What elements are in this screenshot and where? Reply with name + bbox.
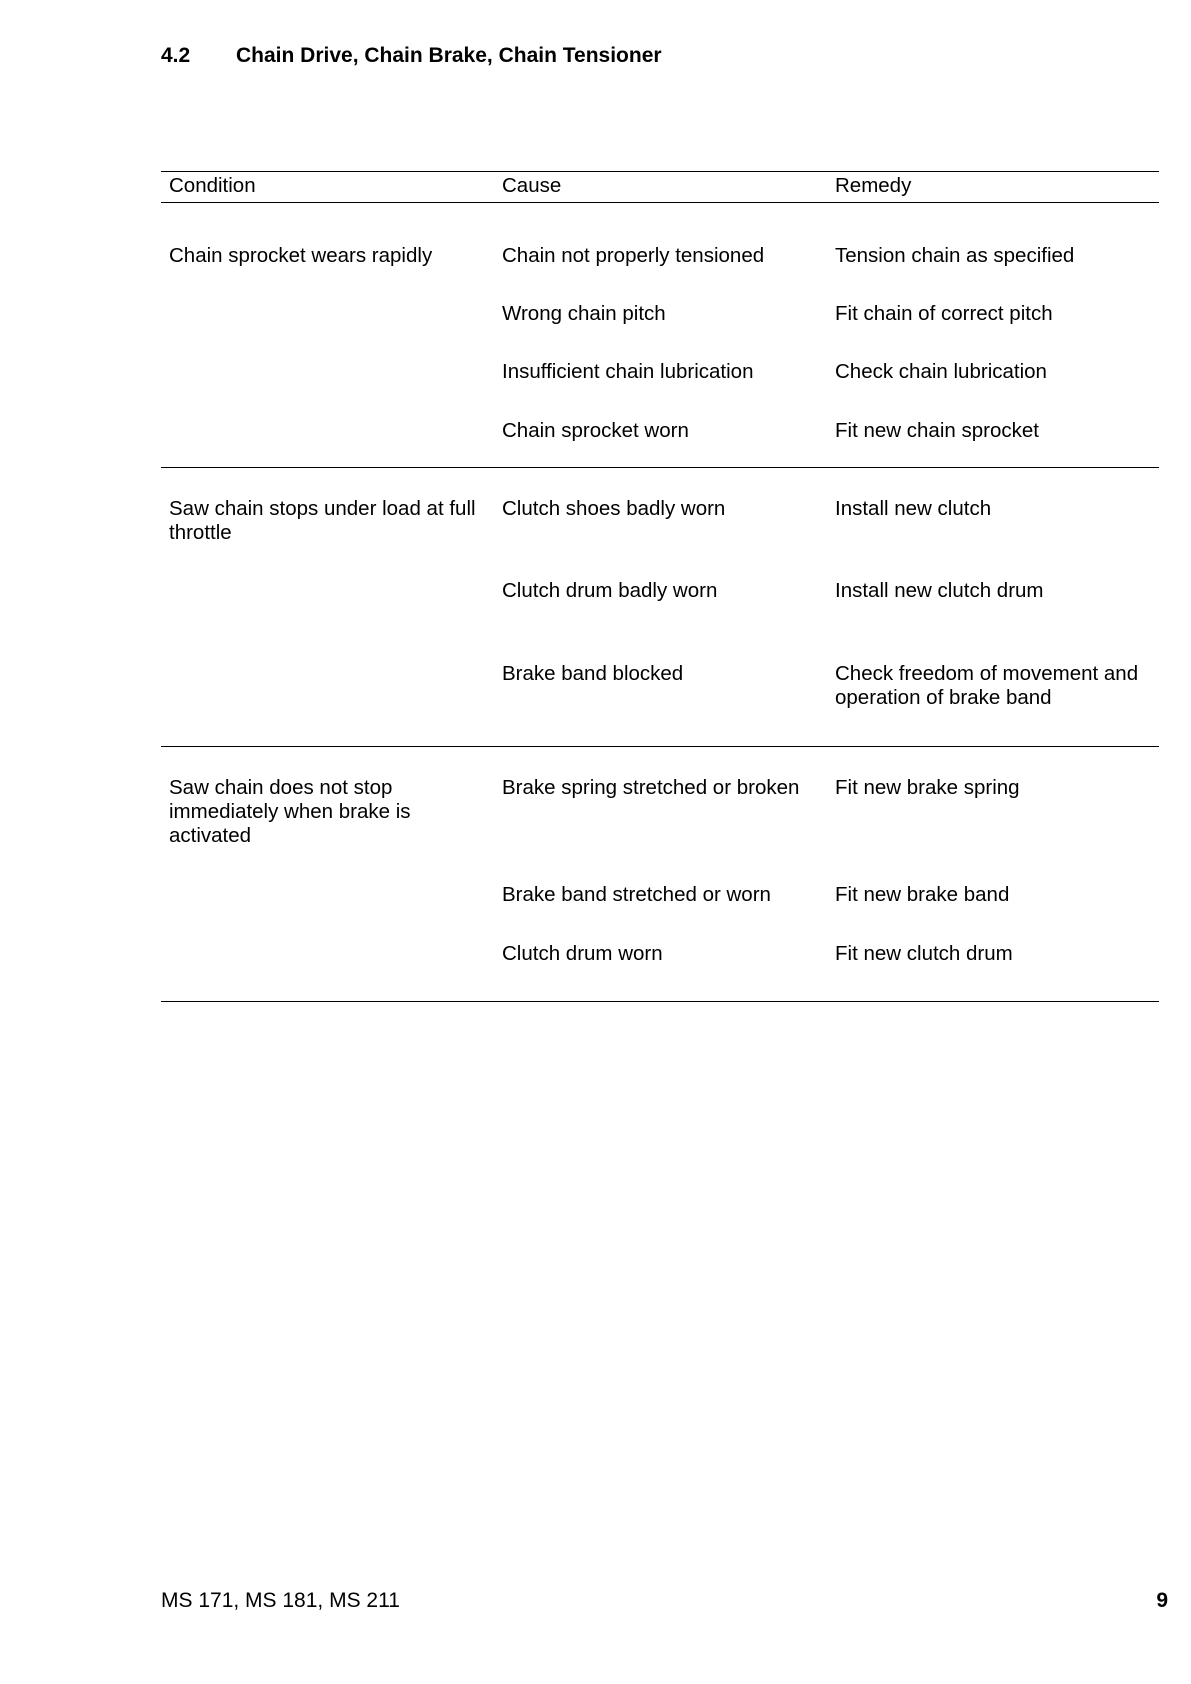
table-group <box>161 468 1159 747</box>
header-cause: Cause <box>502 174 562 197</box>
condition-cell: Saw chain does not stop immediately when brake is activated <box>169 776 411 847</box>
remedy-cell: Install new clutch drum <box>835 579 1044 602</box>
remedy-cell: Fit chain of correct pitch <box>835 302 1053 325</box>
remedy-cell: Install new clutch <box>835 497 992 520</box>
remedy-cell: Tension chain as specified <box>835 244 1075 267</box>
remedy-cell: Fit new clutch drum <box>835 942 1013 965</box>
remedy-cell: Fit new brake band <box>835 883 1010 906</box>
remedy-cell: Fit new brake spring <box>835 776 1020 799</box>
cause-cell: Wrong chain pitch <box>502 302 666 325</box>
cause-cell: Brake band blocked <box>502 662 684 685</box>
header-condition: Condition <box>169 174 256 197</box>
page-number: 9 <box>1156 1589 1168 1612</box>
table-header-row <box>161 171 1159 203</box>
cause-cell: Brake spring stretched or broken <box>502 776 800 799</box>
remedy-cell: Fit new chain sprocket <box>835 419 1039 442</box>
cause-cell: Chain not properly tensioned <box>502 244 765 267</box>
table-group <box>161 747 1159 1002</box>
cause-cell: Clutch shoes badly worn <box>502 497 726 520</box>
cause-cell: Clutch drum badly worn <box>502 579 718 602</box>
footer-models: MS 171, MS 181, MS 211 <box>161 1589 400 1612</box>
condition-cell: Chain sprocket wears rapidly <box>169 244 433 267</box>
cause-cell: Chain sprocket worn <box>502 419 689 442</box>
section-number: 4.2 <box>161 44 191 67</box>
cause-cell: Brake band stretched or worn <box>502 883 771 906</box>
section-title: Chain Drive, Chain Brake, Chain Tensioner <box>236 44 662 67</box>
header-remedy: Remedy <box>835 174 912 197</box>
remedy-cell: Check chain lubrication <box>835 360 1047 383</box>
table-group <box>161 203 1159 468</box>
troubleshooting-table <box>161 171 1159 1002</box>
cause-cell: Clutch drum worn <box>502 942 663 965</box>
cause-cell: Insufficient chain lubrication <box>502 360 754 383</box>
remedy-cell: Check freedom of movement and operation of brake band <box>835 662 1139 709</box>
condition-cell: Saw chain stops under load at full throttle <box>169 497 476 544</box>
